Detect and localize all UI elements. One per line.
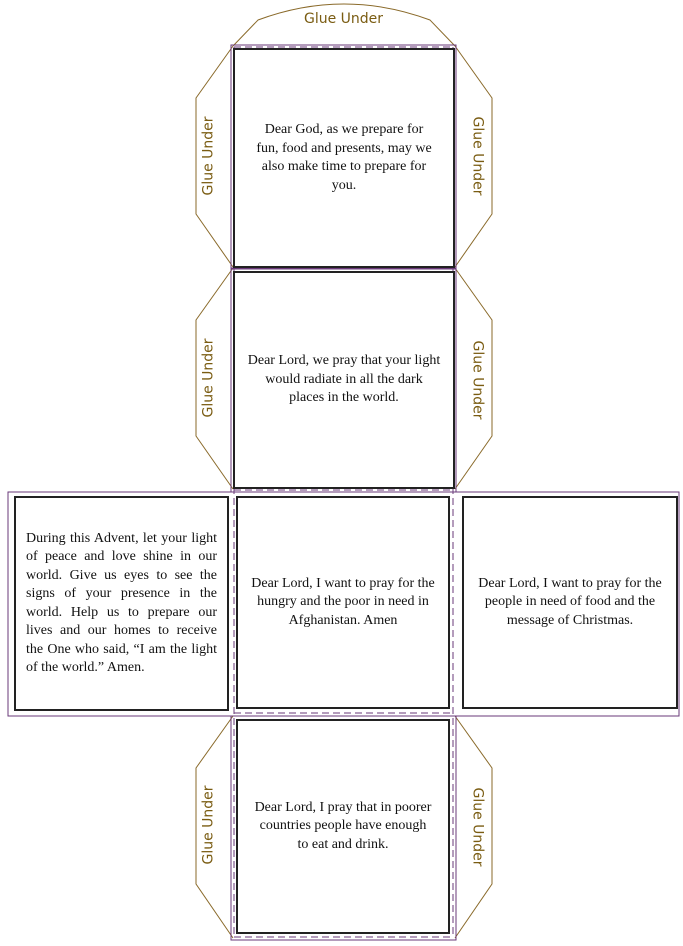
glue-label-right-2: Glue Under [469,340,486,420]
prayer-panel-upper-middle [233,271,455,489]
prayer-panel-top [233,48,455,268]
prayer-text-top: Dear God, as we prepare for fun, food and presents, may we also make time to prepare for you. [256,122,432,193]
glue-label-right-1: Glue Under [469,116,486,196]
prayer-text-right: Dear Lord, I want to pray for the people in need of food and the message of Christmas. [478,575,662,628]
glue-label-left-1: Glue Under [200,116,217,196]
prayer-panel-bottom [236,719,450,934]
prayer-text-upper-middle: Dear Lord, we pray that your light would radiate in all the dark places in the world. [247,353,441,406]
glue-label-left-2: Glue Under [200,338,217,418]
prayer-panel-left [14,496,229,711]
prayer-panel-right [462,496,678,709]
glue-label-top: Glue Under [304,11,384,27]
prayer-text-center: Dear Lord, I want to pray for the hungry and the poor in need in Afghanistan. Amen [251,575,435,628]
glue-label-right-3: Glue Under [469,787,486,867]
prayer-text-bottom: Dear Lord, I pray that in poorer countries people have enough to eat and drink. [254,799,432,852]
prayer-panel-center [236,496,450,709]
glue-label-left-3: Glue Under [200,785,217,865]
prayer-text-left: During this Advent, let your light of peace and love shine in our world. Give us eyes to see the signs of your presence in the world. Help us to prepare our lives and our homes to receive the One who said, “I am the light of the world.” Amen. [26,530,217,675]
